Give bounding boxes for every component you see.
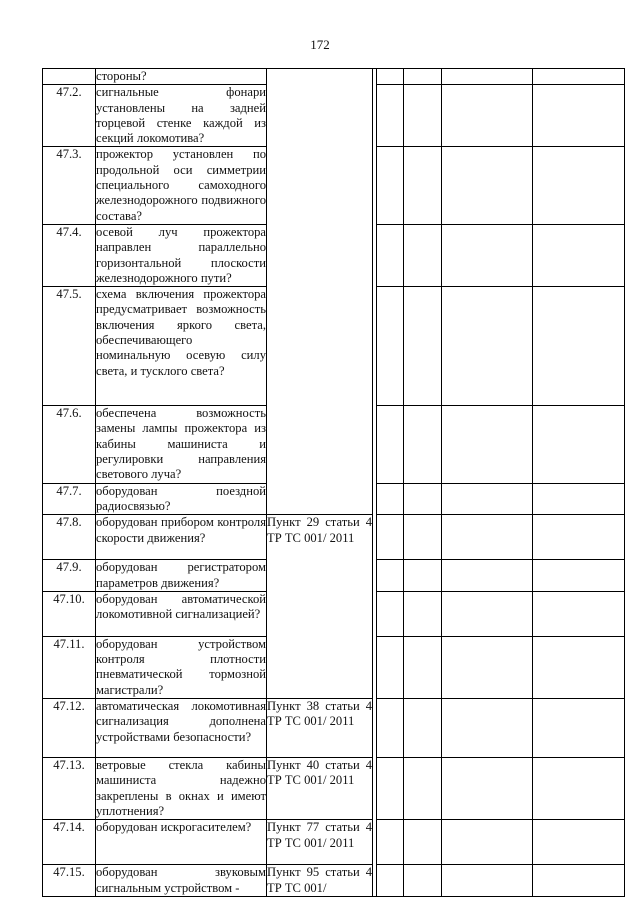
answer-na-cell <box>442 515 533 560</box>
answer-no-cell <box>404 560 442 592</box>
answer-no-cell <box>404 85 442 147</box>
answer-na-cell <box>442 560 533 592</box>
answer-no-cell <box>404 483 442 515</box>
table-row <box>43 758 625 820</box>
remarks-cell <box>533 69 625 85</box>
table-row <box>43 699 625 758</box>
answer-yes-cell <box>377 758 404 820</box>
answer-yes-cell <box>377 515 404 560</box>
answer-na-cell <box>442 147 533 224</box>
answer-no-cell <box>404 147 442 224</box>
answer-yes-cell <box>377 224 404 286</box>
answer-yes-cell <box>377 636 404 698</box>
answer-na-cell <box>442 758 533 820</box>
answer-no-cell <box>404 406 442 483</box>
answer-yes-cell <box>377 560 404 592</box>
requirement-text: оборудован регистратором параметров движения? <box>96 560 266 590</box>
remarks-cell <box>533 820 625 865</box>
table-row <box>43 69 625 85</box>
legal-reference: Пункт 40 статьи 4 ТР ТС 001/ 2011 <box>267 758 373 820</box>
answer-yes-cell <box>377 591 404 636</box>
remarks-cell <box>533 865 625 897</box>
item-number: 47.15. <box>43 865 96 897</box>
remarks-cell <box>533 699 625 758</box>
item-number: 47.5. <box>43 287 96 406</box>
answer-yes-cell <box>377 820 404 865</box>
page-number: 172 <box>310 37 330 52</box>
answer-yes-cell <box>377 147 404 224</box>
remarks-cell <box>533 560 625 592</box>
checklist-table <box>42 68 625 897</box>
answer-na-cell <box>442 483 533 515</box>
answer-na-cell <box>442 865 533 897</box>
answer-yes-cell <box>377 85 404 147</box>
remarks-cell <box>533 287 625 406</box>
answer-na-cell <box>442 69 533 85</box>
remarks-cell <box>533 636 625 698</box>
item-number: 47.13. <box>43 758 96 820</box>
answer-no-cell <box>404 699 442 758</box>
table-row <box>43 865 625 897</box>
legal-reference: Пункт 38 статьи 4 ТР ТС 001/ 2011 <box>267 699 373 758</box>
answer-no-cell <box>404 515 442 560</box>
table-row <box>43 515 625 560</box>
requirement-text: оборудован искрогасителем? <box>96 820 267 865</box>
remarks-cell <box>533 515 625 560</box>
legal-reference-cell <box>267 69 373 515</box>
remarks-cell <box>533 406 625 483</box>
remarks-cell <box>533 85 625 147</box>
requirement-text: осевой луч прожектора направлен параллельно горизонтальной плоскости железнодорожного пути? <box>96 224 266 285</box>
item-number: 47.11. <box>43 636 96 698</box>
answer-na-cell <box>442 699 533 758</box>
item-number <box>43 69 96 85</box>
item-number: 47.8. <box>43 515 96 560</box>
answer-na-cell <box>442 820 533 865</box>
answer-yes-cell <box>377 69 404 85</box>
remarks-cell <box>533 483 625 515</box>
requirement-text: оборудован звуковым сигнальным устройством - <box>96 865 266 895</box>
answer-no-cell <box>404 636 442 698</box>
answer-no-cell <box>404 758 442 820</box>
requirement-text: ветровые стекла кабины машиниста надежно закреплены в окнах и имеют уплотнения? <box>96 758 266 818</box>
answer-na-cell <box>442 636 533 698</box>
answer-yes-cell <box>377 483 404 515</box>
remarks-cell <box>533 224 625 286</box>
requirement-text: обеспечена возможность замены лампы прожектора из кабины машиниста и регулировки направления светового луча? <box>96 406 266 482</box>
answer-na-cell <box>442 287 533 406</box>
requirement-text: оборудован поездной радиосвязью? <box>96 483 266 513</box>
requirement-text: стороны? <box>96 69 267 85</box>
requirement-text: оборудован прибором контроля скорости движения? <box>96 515 267 560</box>
answer-na-cell <box>442 591 533 636</box>
answer-yes-cell <box>377 287 404 406</box>
requirement-text: оборудован автоматической локомотивной сигнализацией? <box>96 591 267 636</box>
requirement-text: автоматическая локомотивная сигнализация дополнена устройствами безопасности? <box>96 699 267 758</box>
answer-no-cell <box>404 820 442 865</box>
requirement-text: оборудован устройством контроля плотности пневматической тормозной магистрали? <box>96 636 266 697</box>
item-number: 47.3. <box>43 147 96 224</box>
answer-no-cell <box>404 591 442 636</box>
answer-no-cell <box>404 287 442 406</box>
remarks-cell <box>533 147 625 224</box>
item-number: 47.7. <box>43 483 96 515</box>
item-number: 47.9. <box>43 560 96 592</box>
item-number: 47.4. <box>43 224 96 286</box>
answer-yes-cell <box>377 699 404 758</box>
legal-reference: Пункт 95 статьи 4 ТР ТС 001/ <box>267 865 372 895</box>
item-number: 47.10. <box>43 591 96 636</box>
answer-na-cell <box>442 406 533 483</box>
legal-reference: Пункт 77 статьи 4 ТР ТС 001/ 2011 <box>267 820 373 865</box>
item-number: 47.12. <box>43 699 96 758</box>
answer-no-cell <box>404 865 442 897</box>
legal-reference: Пункт 29 статьи 4 ТР ТС 001/ 2011 <box>267 515 373 699</box>
remarks-cell <box>533 591 625 636</box>
answer-na-cell <box>442 224 533 286</box>
answer-no-cell <box>404 69 442 85</box>
answer-no-cell <box>404 224 442 286</box>
table-row <box>43 820 625 865</box>
requirement-text: прожектор установлен по продольной оси симметрии специального самоходного железнодорожного подвижного состава? <box>96 147 266 223</box>
item-number: 47.14. <box>43 820 96 865</box>
requirement-text: сигнальные фонари установлены на задней торцевой стенке каждой из секций локомотива? <box>96 85 266 146</box>
answer-na-cell <box>442 85 533 147</box>
remarks-cell <box>533 758 625 820</box>
answer-yes-cell <box>377 406 404 483</box>
requirement-text: схема включения прожектора предусматривает возможность включения яркого света, обеспечивающего номинальную осевую силу света, и тусклого света? <box>96 287 267 406</box>
answer-yes-cell <box>377 865 404 897</box>
item-number: 47.6. <box>43 406 96 483</box>
item-number: 47.2. <box>43 85 96 147</box>
